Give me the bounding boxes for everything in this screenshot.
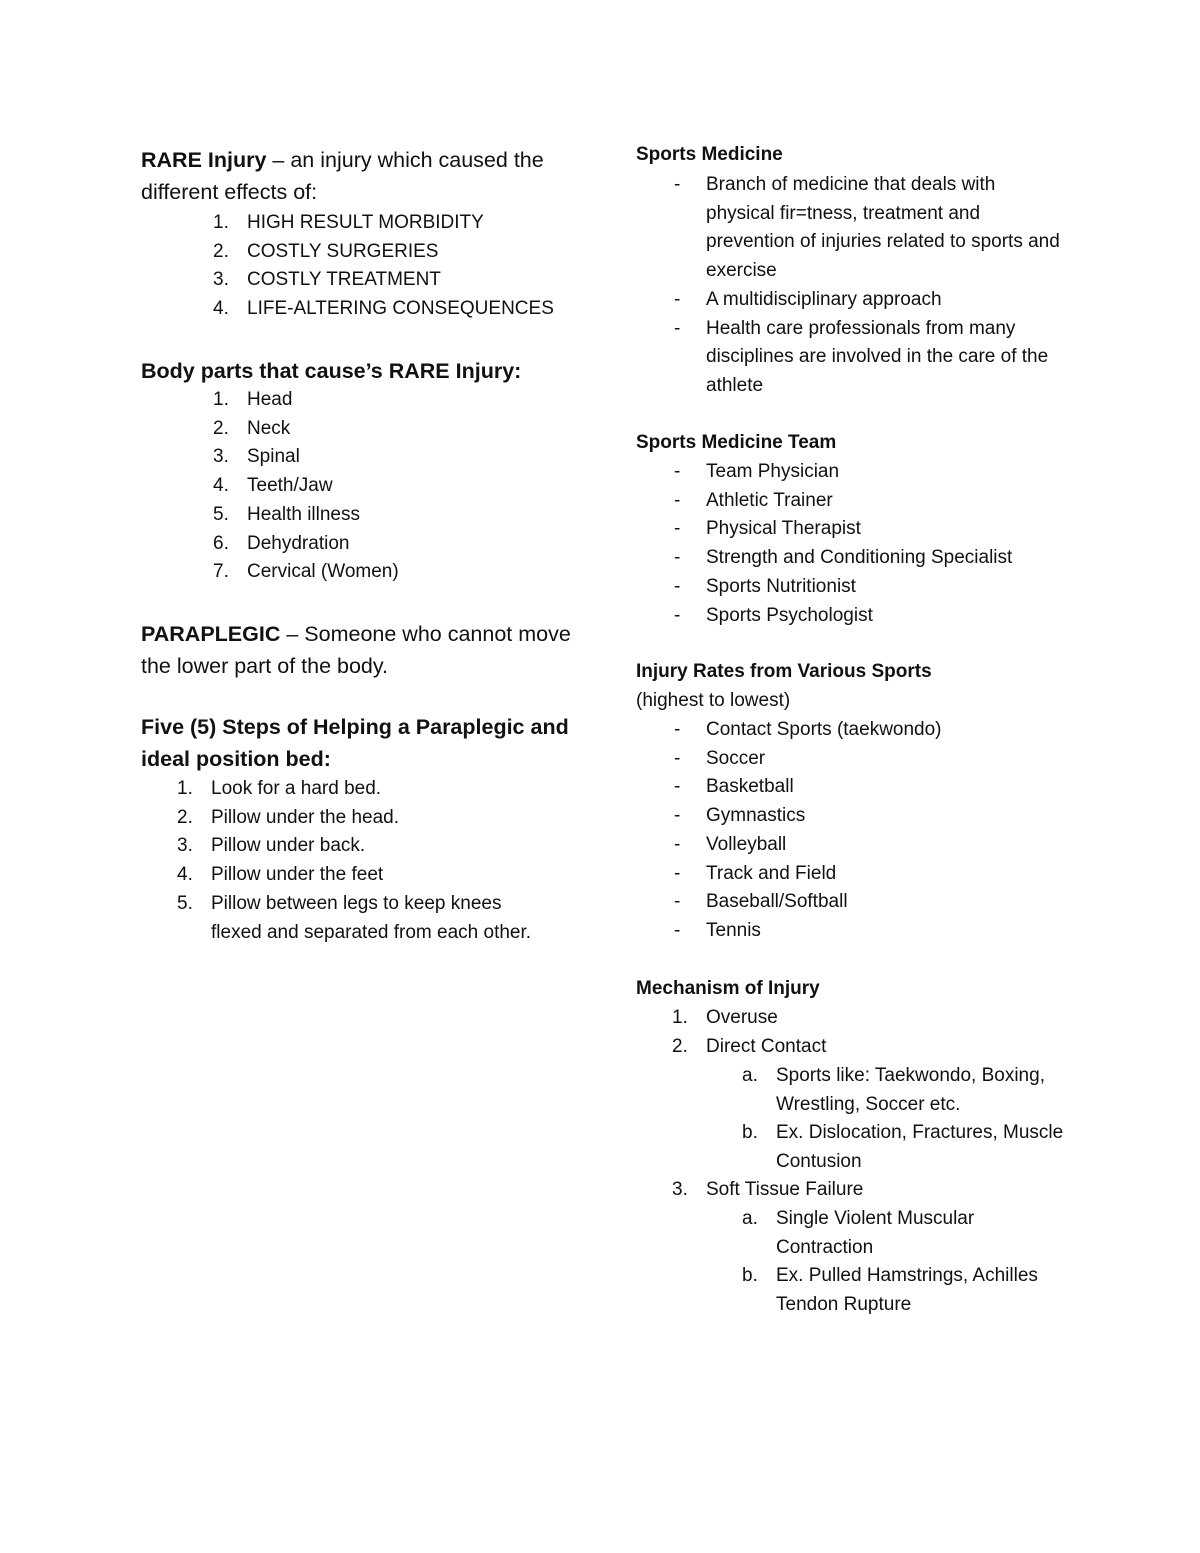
list-item: - Baseball/Softball bbox=[674, 891, 848, 913]
list-item: 1. Overuse bbox=[672, 1007, 778, 1028]
list-item: - Strength and Conditioning Specialist bbox=[674, 547, 1013, 569]
list-item: 2. COSTLY SURGERIES bbox=[213, 240, 439, 262]
list-item: a. Sports like: Taekwondo, Boxing, Wrestling, Soccer etc. bbox=[742, 1065, 1045, 1115]
list-item: - Contact Sports (taekwondo) bbox=[674, 719, 942, 740]
list-item: 2. Direct Contact bbox=[672, 1035, 827, 1057]
paraplegic-term: PARAPLEGIC bbox=[141, 622, 281, 646]
list-item: 2. Neck bbox=[213, 417, 291, 439]
sports-medicine-team-heading: Sports Medicine Team bbox=[636, 432, 837, 453]
steps-heading: Five (5) Steps of Helping a Paraplegic and ideal position bed: bbox=[141, 715, 569, 771]
list-item: 4. LIFE-ALTERING CONSEQUENCES bbox=[213, 298, 554, 320]
list-item: - Basketball bbox=[674, 776, 794, 798]
injury-rates-list bbox=[636, 716, 1076, 946]
list-item: - Physical Therapist bbox=[674, 518, 861, 540]
list-item: 1. Head bbox=[213, 389, 293, 410]
list-item: - Branch of medicine that deals with physical fir=tness, treatment and prevention of injuries related to sports and exercise bbox=[674, 174, 1060, 282]
list-item: - Soccer bbox=[674, 747, 766, 769]
list-item: b. Ex. Dislocation, Fractures, Muscle Contusion bbox=[742, 1122, 1064, 1173]
rare-injury-effects-list bbox=[141, 209, 581, 324]
injury-rates-heading: Injury Rates from Various Sports bbox=[636, 661, 932, 682]
sports-medicine-team-list bbox=[636, 458, 1076, 630]
list-item: 4. Pillow under the feet bbox=[177, 864, 384, 886]
list-item: 3. Soft Tissue Failure bbox=[672, 1179, 864, 1200]
list-item: - Sports Nutritionist bbox=[674, 575, 856, 597]
soft-tissue-sublist bbox=[636, 1205, 1066, 1320]
list-item: - Sports Psychologist bbox=[674, 604, 873, 626]
rare-injury-term: RARE Injury bbox=[141, 148, 267, 172]
list-item: - Team Physician bbox=[674, 461, 840, 482]
list-item: - Athletic Trainer bbox=[674, 489, 833, 511]
list-item: - Gymnastics bbox=[674, 805, 806, 827]
list-item: 5. Health illness bbox=[213, 503, 360, 525]
mechanism-list bbox=[636, 1004, 1076, 1061]
list-item: - Track and Field bbox=[674, 862, 837, 884]
rare-injury-text: – an injury which caused the different effects of: bbox=[141, 148, 544, 204]
list-item: - A multidisciplinary approach bbox=[674, 288, 942, 310]
mechanism-heading: Mechanism of Injury bbox=[636, 978, 820, 999]
list-item: 4. Teeth/Jaw bbox=[213, 475, 333, 497]
list-item: - Volleyball bbox=[674, 833, 787, 855]
paraplegic-text: – Someone who cannot move the lower part of the body. bbox=[141, 622, 571, 678]
mechanism-list-continued bbox=[636, 1176, 1076, 1205]
list-item: b. Ex. Pulled Hamstrings, Achilles Tendon Rupture bbox=[742, 1265, 1038, 1316]
list-item: 5. Pillow between legs to keep knees flexed and separated from each other. bbox=[177, 892, 532, 943]
list-item: 6. Dehydration bbox=[213, 532, 350, 554]
body-parts-list bbox=[141, 386, 581, 587]
sports-medicine-list bbox=[636, 171, 1066, 401]
list-item: 2. Pillow under the head. bbox=[177, 806, 400, 828]
list-item: 1. HIGH RESULT MORBIDITY bbox=[213, 212, 484, 233]
steps-list bbox=[141, 775, 551, 947]
direct-contact-sublist bbox=[636, 1062, 1066, 1177]
list-item: 3. COSTLY TREATMENT bbox=[213, 269, 441, 291]
list-item: 7. Cervical (Women) bbox=[213, 561, 399, 583]
sports-medicine-heading: Sports Medicine bbox=[636, 144, 783, 165]
list-item: 3. Pillow under back. bbox=[177, 835, 366, 857]
list-item: 1. Look for a hard bed. bbox=[177, 778, 382, 799]
paraplegic-definition bbox=[141, 618, 581, 682]
list-item: a. Single Violent Muscular Contraction bbox=[742, 1208, 975, 1258]
list-item: - Tennis bbox=[674, 919, 761, 941]
rare-injury-definition bbox=[141, 144, 581, 208]
list-item: - Health care professionals from many disciplines are involved in the care of the athlete bbox=[674, 317, 1049, 396]
injury-rates-subheading: (highest to lowest) bbox=[636, 690, 791, 711]
body-parts-heading: Body parts that cause’s RARE Injury: bbox=[141, 359, 522, 383]
list-item: 3. Spinal bbox=[213, 446, 300, 468]
